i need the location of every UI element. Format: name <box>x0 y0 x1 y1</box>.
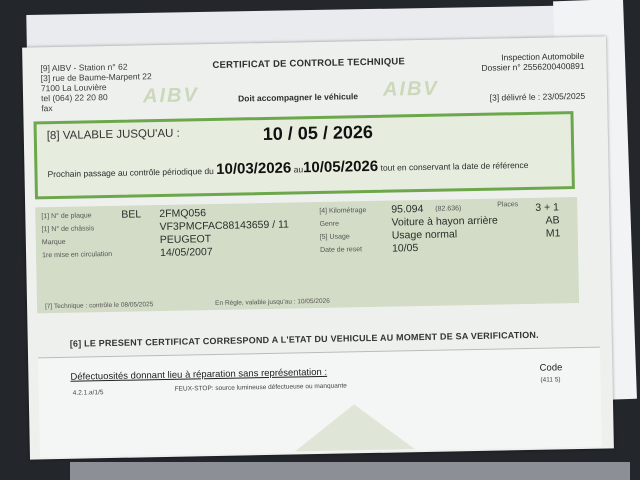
genre-code: AB <box>545 214 560 227</box>
bottom-sheet-edge <box>70 462 630 480</box>
next-au: au <box>293 164 304 175</box>
usage-label: [5] Usage <box>319 233 350 241</box>
marque-value: PEUGEOT <box>159 233 212 247</box>
en-regle: En Règle, valable jusqu'au : 10/05/2026 <box>215 297 330 307</box>
aibv-logo: AIBV <box>142 84 200 108</box>
mise-label: 1re mise en circulation <box>42 250 113 260</box>
places-value: 3 + 1 <box>535 201 560 214</box>
km-value: 95.094 <box>391 202 424 216</box>
inspection-label: Inspection Automobile <box>501 50 585 63</box>
genre-value: Voiture à hayon arrière <box>391 214 498 229</box>
address-line-1: [3] rue de Baume-Marpent 22 <box>40 71 152 84</box>
usage-code: M1 <box>545 227 561 240</box>
aibv-logo-2: AIBV <box>382 77 439 101</box>
reset-value: 10/05 <box>391 242 419 255</box>
certificate-title: CERTIFICAT DE CONTROLE TECHNIQUE <box>212 56 406 71</box>
present-statement: [6] LE PRESENT CERTIFICAT CORRESPOND A L'ETAT DU VEHICULE AU MOMENT DE SA VERIFICATION. <box>69 329 539 349</box>
km-label: [4] Kilométrage <box>319 207 367 215</box>
fax: fax <box>41 103 53 114</box>
places-label: Places <box>497 201 519 209</box>
defect-code: (411 5) <box>540 376 561 384</box>
reset-label: Date de reset <box>319 246 363 254</box>
watermark-shape <box>294 403 415 451</box>
defect-ref: 4.2.1.a/1/5 <box>72 389 104 397</box>
next-suffix: tout en conservant la date de référence <box>380 159 529 173</box>
certificate-subtitle: Doit accompagner le véhicule <box>238 91 359 104</box>
km-previous: (82.636) <box>435 205 462 213</box>
tech-control: [7] Technique : contrôle le 08/05/2025 <box>45 301 154 311</box>
vehicle-details <box>35 197 579 313</box>
chassis-value: VF3PMCFAC88143659 / 11 <box>159 218 290 234</box>
address-line-2: 7100 La Louvière <box>40 82 107 94</box>
defects-box <box>38 347 602 458</box>
defects-title: Défectuosités donnant lieu à réparation sans représentation : <box>70 366 328 383</box>
dossier-info <box>481 51 585 103</box>
usage-value: Usage normal <box>391 228 458 242</box>
validity-date: 10 / 05 / 2026 <box>262 121 374 145</box>
plaque-value: 2FMQ056 <box>159 207 207 221</box>
code-label: Code <box>539 362 563 374</box>
next-prefix: Prochain passage au contrôle périodique du <box>47 165 214 180</box>
mise-value: 14/05/2007 <box>159 246 213 260</box>
genre-label: Genre <box>319 220 340 228</box>
plaque-label: [1] N° de plaque <box>41 212 92 221</box>
dossier-number: Dossier n° 2556200400891 <box>481 60 585 73</box>
chassis-label: [1] N° de châssis <box>41 225 95 234</box>
tech-line <box>45 298 330 310</box>
station-line: [9] AIBV - Station n° 62 <box>40 61 128 74</box>
issue-date: [3] délivré le : 23/05/2025 <box>489 90 586 103</box>
next-from: 10/03/2026 <box>216 159 292 178</box>
plaque-country: BEL <box>121 208 142 221</box>
phone: tel (064) 22 20 80 <box>40 92 108 104</box>
next-to: 10/05/2026 <box>302 157 379 177</box>
next-inspection-row <box>47 155 528 181</box>
defect-text: FEUX-STOP: source lumineuse défectueuse ou manquante <box>174 382 347 393</box>
station-info <box>40 61 152 113</box>
inspection-certificate <box>22 36 614 459</box>
marque-label: Marque <box>41 238 66 247</box>
validity-box <box>34 111 575 199</box>
validity-label: [8] VALABLE JUSQU'AU : <box>46 127 180 143</box>
